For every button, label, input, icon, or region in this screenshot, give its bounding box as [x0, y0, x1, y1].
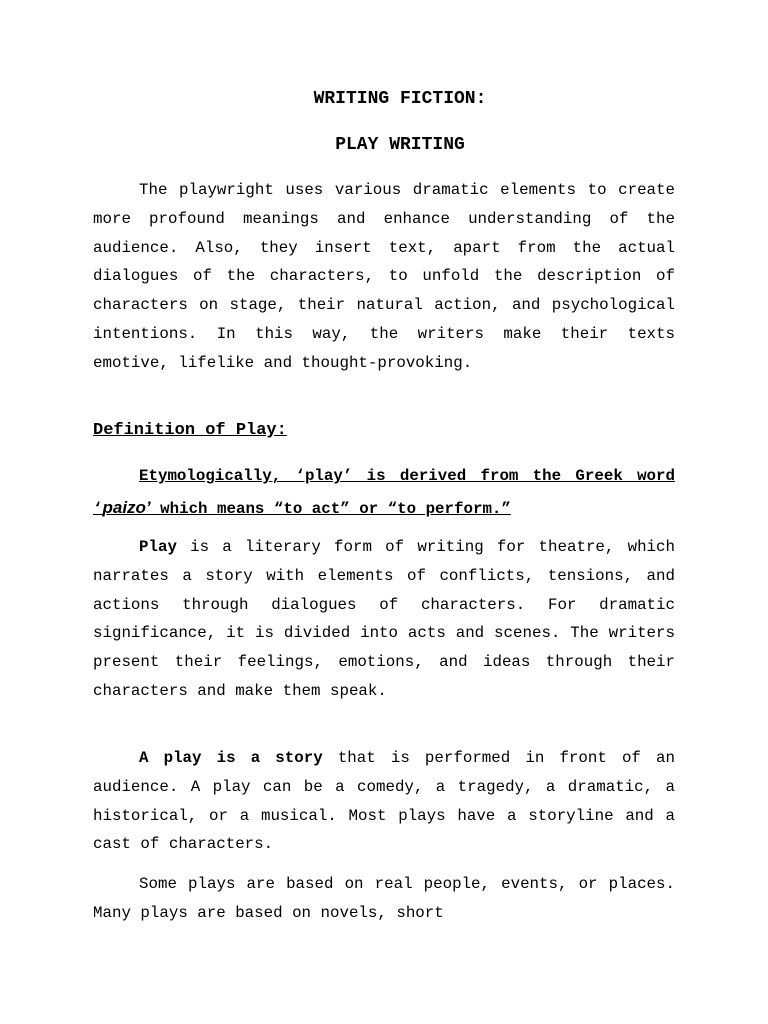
- document-subtitle: PLAY WRITING: [335, 135, 465, 155]
- section-heading: Definition of Play:: [93, 421, 287, 440]
- play-story-text: that is performed in front of an audience. A play can be a comedy, a tragedy, a dramatic, a historical, or a musical. Most plays have a storyline and a cast of characters.: [93, 749, 675, 854]
- greek-word: paizo’: [102, 498, 151, 517]
- play-definition-text: is a literary form of writing for theatre, which narrates a story with elements of conflicts, tensions, and actions through dialogues of characters. For dramatic significance, it is divided into acts and scenes. The writers present their feelings, emotions, and ideas through their characters and make them speak.: [93, 538, 675, 700]
- play-story-lead: A play is a story: [139, 749, 323, 767]
- intro-paragraph: The playwright uses various dramatic elements to create more profound meanings and enhance understanding of the audience. Also, they insert text, apart from the actual dialogues of the characters, to unfold the description of characters on stage, their natural action, and psychological intentions. In this way, the writers make their texts emotive, lifelike and thought-provoking.: [93, 181, 675, 372]
- play-definition-lead: Play: [139, 538, 177, 556]
- etymology-after: which means “to act” or “to perform.”: [150, 500, 511, 518]
- play-story-paragraph: [93, 744, 675, 859]
- etymology-before: Etymologically, ‘play’ is derived from the Greek word ‘: [93, 467, 675, 518]
- document-title: WRITING FICTION:: [313, 89, 487, 109]
- play-sources-paragraph: Some plays are based on real people, events, or places. Many plays are based on novels, short: [93, 875, 675, 922]
- play-definition-paragraph: [93, 533, 675, 706]
- etymology-statement: [93, 460, 675, 525]
